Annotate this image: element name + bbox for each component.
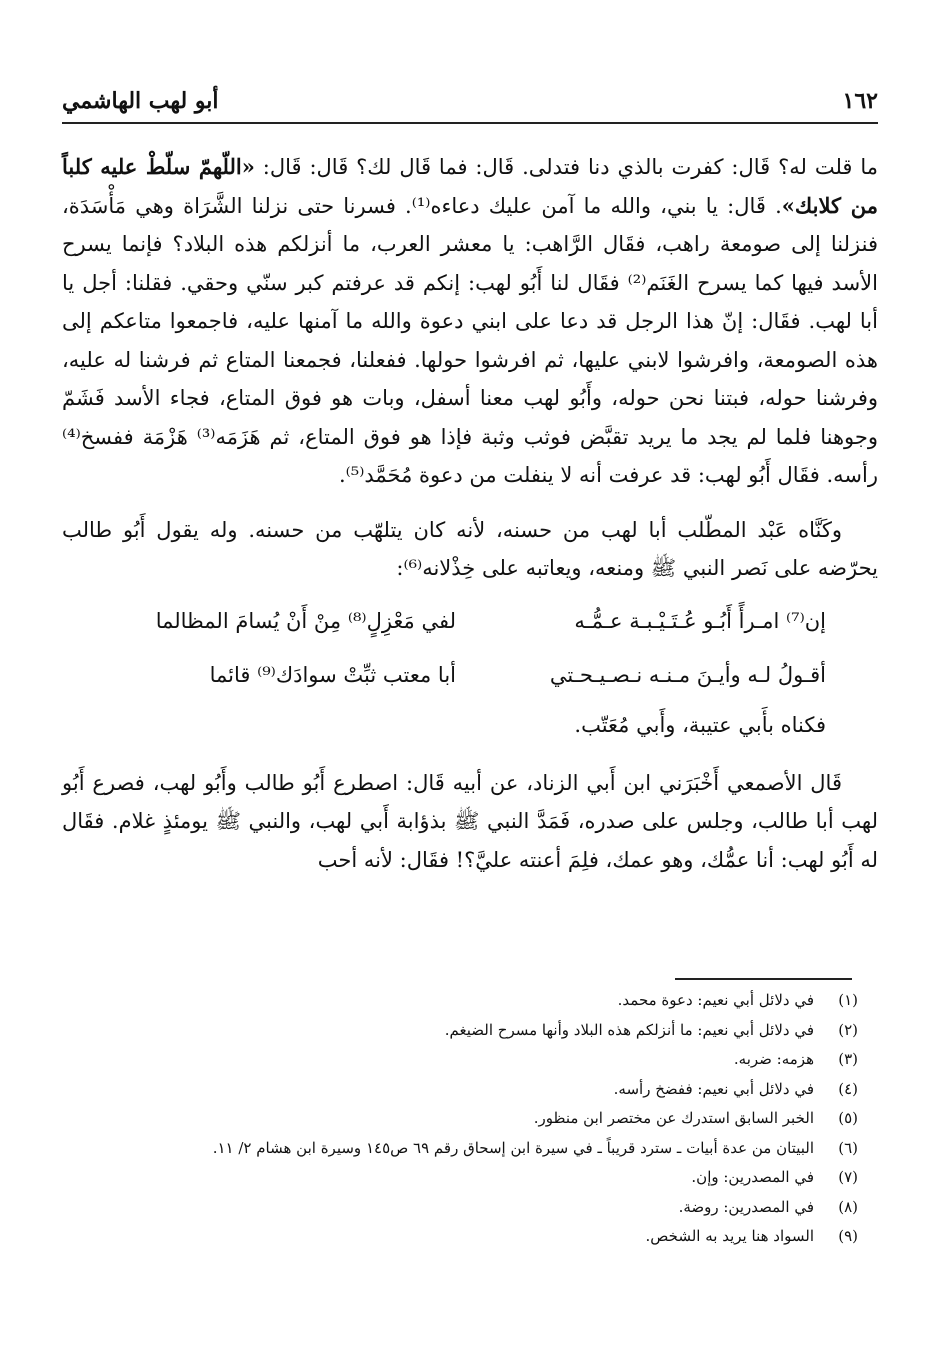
footnote-text: في دلائل أبي نعيم: دعوة محمد. [617,991,814,1009]
kunya-line: فكناه بأَبي عتيبة، وأَبي مُعَتّب. [574,712,826,737]
footnote-item [62,1016,858,1046]
footnote-item [62,1222,858,1252]
paragraph-1-start: ما قلت له؟ قَال: كفرت بالذي دنا فتدلى. قَال: فما قَال لك؟ قَال: قَال: [254,155,878,179]
footnote-number: (٥) [838,1109,858,1127]
main-text [62,148,878,879]
footnote-text: السواد هنا يريد به الشخص. [645,1227,814,1245]
page-header [62,84,878,124]
paragraph-3: قَال الأصمعي أَخْبَرَني ابن أَبي الزناد، عن أبيه قَال: اصطرع أَبُو طالب وأَبُو لهب، فصرع أَبُو لهب أبا طالب، وجلس على صدره، فَمَدَّ النبي ﷺ بذؤابة أَبي لهب، والنبي ﷺ يومئذٍ غلام. فقَال له أَبُو لهب: أنا عمُّك، وهو عمك، فلِمَ أعنته عليَّ؟! فقَال: لأنه أحب [62,770,878,872]
footnote-number: (٧) [838,1168,858,1186]
quoted-prayer: «اللّهمّ سلّطْ عليه كلباً من كلابك» [62,154,878,218]
page-number: ١٦٢ [842,88,878,114]
footnote-text: البيتان من عدة أبيات ـ سترد قريباً ـ في سيرة ابن إسحاق رقم ٦٩ ص١٤٥ وسيرة ابن هشام ٢/ ١١. [212,1138,814,1157]
footnote-item [62,1045,858,1075]
footnote-text: في دلائل أبي نعيم: ما أنزلكم هذه البلاد وأنها مسرح الضيغم. [444,1020,814,1039]
footnote-text: الخبر السابق استدرك عن مختصر ابن منظور. [533,1109,814,1127]
footnote-item [62,1193,858,1223]
running-title: أبو لهب الهاشمي [62,88,219,114]
footnote-text: في المصدرين: روضة. [678,1197,814,1216]
verse-line-2 [62,648,878,702]
footnote-item [62,986,858,1016]
verse-line-1 [62,594,878,648]
footnote-number: (١) [838,991,858,1009]
footnote-item [62,1075,858,1105]
footnote-item [62,1163,858,1193]
footnotes [62,986,858,1252]
footnote-number: (٨) [838,1197,858,1216]
footnote-text: في دلائل أبي نعيم: ففضخ رأسه. [613,1079,814,1098]
footnote-number: (٩) [838,1227,858,1245]
paragraph-1 [62,148,878,495]
footnote-number: (٢) [838,1020,858,1039]
paragraph-2: وكَنَّاه عَبْد المطّلب أبا لهب من حسنه، لأنه كان يتلهّب من حسنه. وله يقول أَبُو طالب يحرّضه على نَصر النبي ﷺ ومنعه، ويعاتبه على خِذْلانه⁽⁶⁾: [62,517,878,580]
verse-1-first-hemistich: إن⁽⁷⁾ امـرأً أَبُـو عُـتَـيْـبـة عـمُّـه [574,608,826,633]
footnote-number: (٣) [838,1050,858,1068]
footnote-item [62,1134,858,1164]
footnote-number: (٤) [838,1079,858,1098]
footnote-item [62,1104,858,1134]
footnote-separator [675,978,852,980]
footnote-text: هزمه: ضربه. [733,1050,814,1068]
verse-1-second-hemistich: لفي مَعْزِلٍ⁽⁸⁾ مِنْ أَنْ يُسامَ المظالما [155,608,456,633]
footnote-text: في المصدرين: وإن. [691,1168,814,1186]
footnote-number: (٦) [838,1138,858,1157]
paragraph-1-rest: . قَال: يا بني، والله ما آمن عليك دعاءه⁽¹⁾. فسرنا حتى نزلنا الشَّرَاة وهي مَأْسَدَة، فنزلنا إلى صومعة راهب، فقَال الرَّاهب: يا معشر العرب، ما أنزلكم هذه البلاد؟ فإنما يسرح الأسد فيها كما يسرح الغَنَم⁽²⁾ فقَال لنا أَبُو لهب: إنكم قد عرفتم كبر سنّي وحقي. فقلنا: أجل يا أبا لهب. فقَال: إنّ هذا الرجل قد دعا على ابني دعوة والله ما آمنها عليه، فاجمعوا متاعكم إلى هذه الصومعة، وافرشوا لابني عليها، ثم افرشوا حولها. ففعلنا، فجمعنا المتاع ثم فرشنا له عليه، وفرشنا حوله، فبتنا نحن حوله، وأَبُو لهب معنا أسفل، وبات هو فوق المتاع، فجاء الأسد فَشَمّ وجوهنا فلما لم يجد ما يريد تقبَّض فوثب وثبة فإذا هو فوق المتاع، ثم هَزَمَه⁽³⁾ هَزْمَة ففسخ⁽⁴⁾ رأسه. فقَال أَبُو لهب: قد عرفت أنه لا ينفلت من دعوة مُحَمَّد⁽⁵⁾. [62,193,878,487]
verse-2-first-hemistich: أقـولُ لـه وأيـنَ مـنـه نـصـيـحـتي [549,662,826,687]
verse-2-second-hemistich: أبا معتب ثبِّتْ سوادَك⁽⁹⁾ قائما [209,662,456,687]
